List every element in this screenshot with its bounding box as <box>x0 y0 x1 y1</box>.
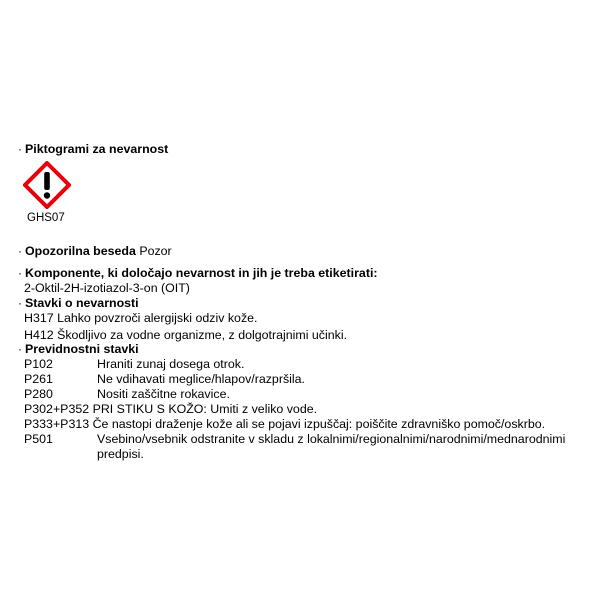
component-item: 2-Oktil-2H-izotiazol-3-on (OIT) <box>24 281 190 295</box>
precautionary-text: Hraniti zunaj dosega otrok. <box>97 357 245 371</box>
precautionary-text: Nositi zaščitne rokavice. <box>97 387 230 401</box>
precautionary-code: P302+P352 <box>24 402 90 416</box>
precautionary-code: P261 <box>24 372 53 386</box>
precautionary-text: Vsebino/vsebnik odstranite v skladu z lokalnimi/regionalnimi/narodnimi/mednarodnimi <box>97 432 566 446</box>
pictogram-code: GHS07 <box>27 212 65 224</box>
precautionary-code: P501 <box>24 432 53 446</box>
precautionary-code-combined <box>24 402 317 417</box>
precautionary-text-continuation: predpisi. <box>97 447 144 461</box>
signal-word-label: Opozorilna beseda <box>25 244 136 258</box>
exclamation-mark-diamond-icon <box>23 161 71 209</box>
section-marker: · <box>18 244 23 258</box>
section-marker: · <box>18 296 23 310</box>
components-heading: Komponente, ki določajo nevarnost in jih je treba etiketirati: <box>25 266 378 280</box>
pictograms-heading-row <box>18 142 168 157</box>
section-marker: · <box>18 142 23 156</box>
precautionary-code: P280 <box>24 387 53 401</box>
signal-word-row <box>18 244 172 259</box>
precautionary-text: PRI STIKU S KOŽO: Umiti z veliko vode. <box>92 402 318 416</box>
components-heading-row <box>18 266 378 281</box>
signal-word-value: Pozor <box>139 244 172 258</box>
precautionary-text: Če nastopi draženje kože ali se pojavi izpuščaj: poiščite zdravniško pomoč/oskrbo. <box>92 417 546 431</box>
hazard-statement: H412 Škodljivo za vodne organizme, z dolgotrajnimi učinki. <box>24 328 348 342</box>
section-marker: · <box>18 342 23 356</box>
hazard-statement: H317 Lahko povzroči alergijski odziv kože. <box>24 311 258 325</box>
precautionary-text: Ne vdihavati meglice/hlapov/razpršila. <box>97 372 305 386</box>
precautionary-statements-heading: Previdnostni stavki <box>25 342 139 356</box>
precautionary-code: P333+P313 <box>24 417 90 431</box>
hazard-statements-heading: Stavki o nevarnosti <box>25 296 139 310</box>
section-marker: · <box>18 266 23 280</box>
precautionary-code-combined <box>24 417 545 432</box>
pictograms-heading: Piktogrami za nevarnost <box>25 142 169 156</box>
hazard-heading-row <box>18 296 139 311</box>
precautionary-heading-row <box>18 342 139 357</box>
precautionary-code: P102 <box>24 357 53 371</box>
